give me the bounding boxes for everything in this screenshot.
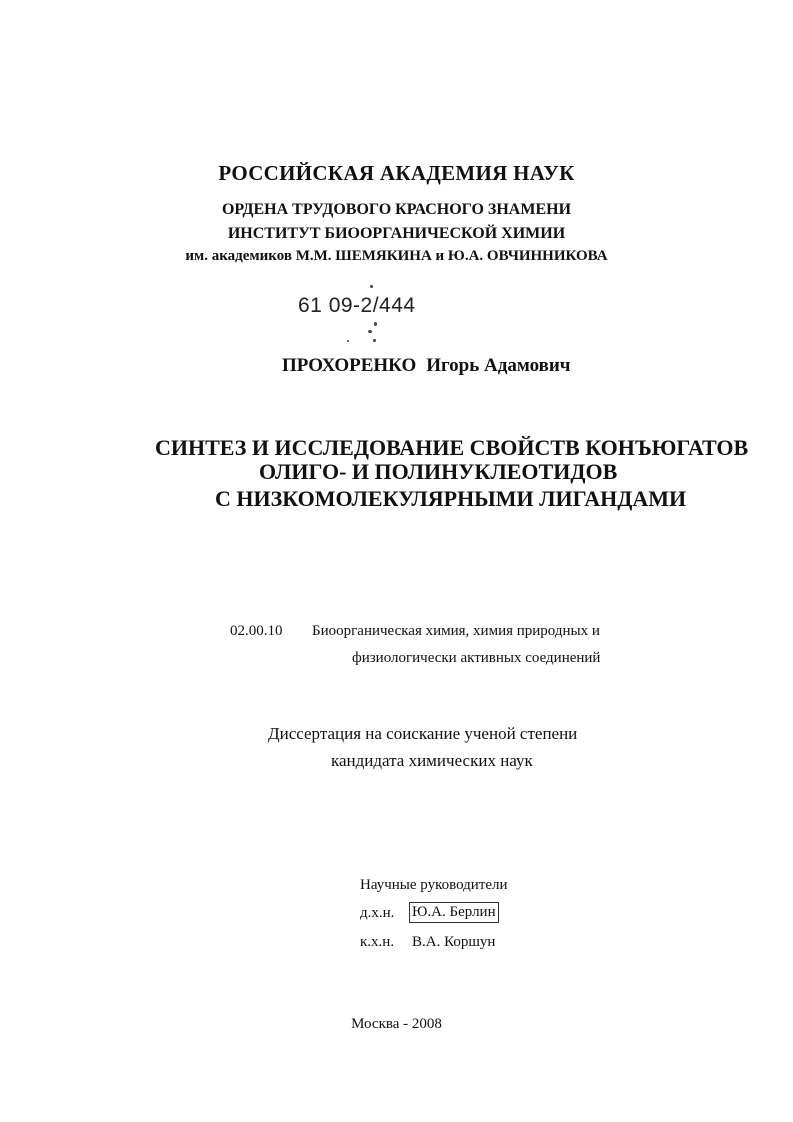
stamp-speck [370,285,373,288]
institute-dedication: им. академиков М.М. ШЕМЯКИНА и Ю.А. ОВЧИННИКОВА [185,248,608,264]
thesis-title-line-3: С НИЗКОМОЛЕКУЛЯРНЫМИ ЛИГАНДАМИ [215,486,687,511]
thesis-title-line-2: ОЛИГО- И ПОЛИНУКЛЕОТИДОВ [259,459,618,484]
degree-line-2: кандидата химических наук [331,751,533,770]
author-name [282,355,571,377]
thesis-title-line-1: СИНТЕЗ И ИССЛЕДОВАНИЕ СВОЙСТВ КОНЪЮГАТОВ [155,435,749,460]
stamp-speck [368,330,372,333]
supervisor-degree: д.х.н. [360,905,395,921]
supervisor-name: Ю.А. Берлин [409,902,499,923]
specialty-name-line-2: физиологически активных соединений [352,650,601,666]
degree-line-1: Диссертация на соискание ученой степени [268,724,578,743]
place-and-year: Москва - 2008 [351,1016,442,1032]
institute-name: ИНСТИТУТ БИООРГАНИЧЕСКОЙ ХИМИИ [227,225,566,242]
supervisors-heading: Научные руководители [360,877,508,893]
academy-name: РОССИЙСКАЯ АКАДЕМИЯ НАУК [218,161,575,185]
stamp-speck [374,322,377,326]
stamp-speck [373,339,376,342]
specialty-name-line-1: Биоорганическая химия, химия природных и [312,623,600,639]
author-surname: ПРОХОРЕНКО [282,355,417,376]
specialty-code: 02.00.10 [230,623,283,639]
library-stamp-number: 61 09-2/444 [298,294,416,317]
supervisor-degree: к.х.н. [360,934,395,950]
institute-order: ОРДЕНА ТРУДОВОГО КРАСНОГО ЗНАМЕНИ [221,201,572,218]
supervisor-name: В.А. Коршун [412,934,496,950]
author-given-names: Игорь Адамович [426,355,571,376]
stamp-speck [347,340,349,342]
